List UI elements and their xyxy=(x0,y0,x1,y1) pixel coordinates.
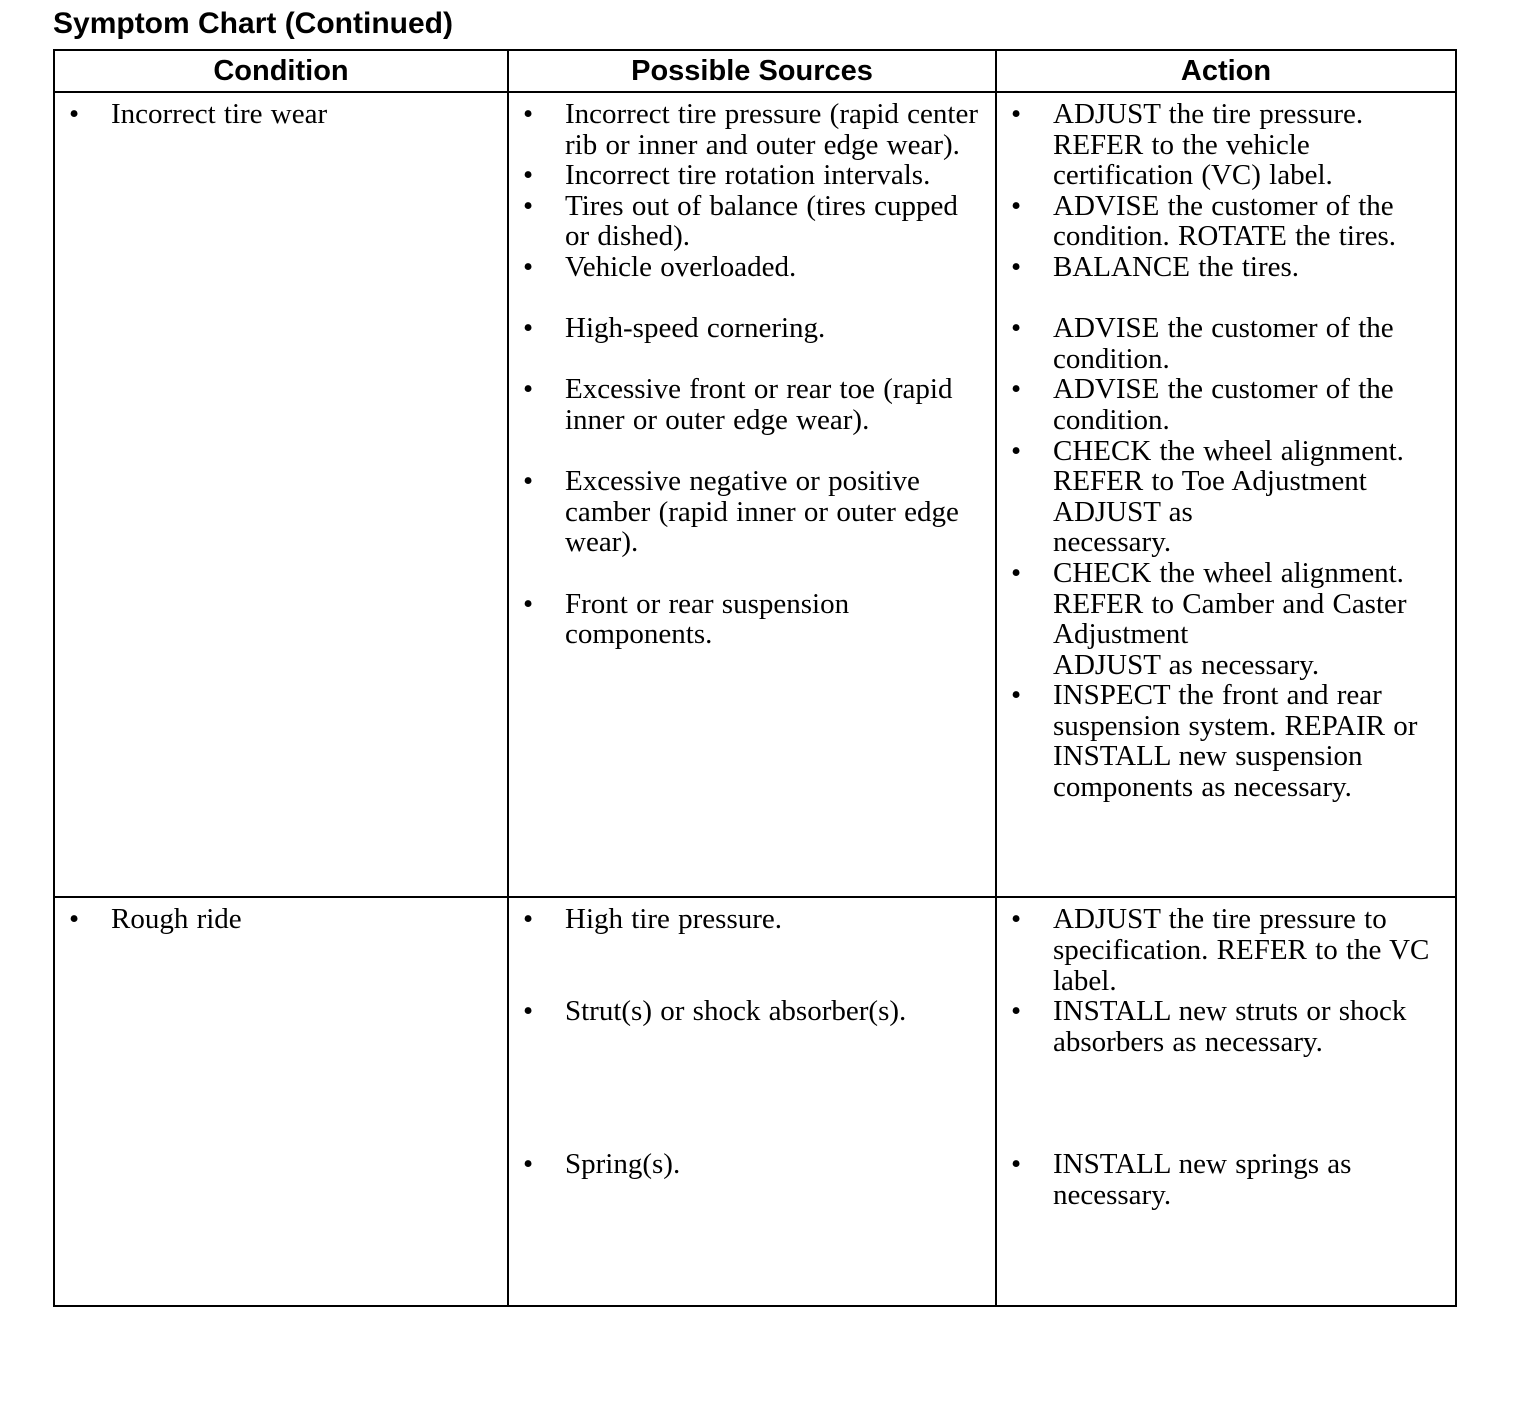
action-text: INSTALL new springs as necessary. xyxy=(1053,1148,1352,1211)
list-item xyxy=(55,99,493,130)
sources-cell xyxy=(508,92,996,897)
bullet-icon: • xyxy=(523,159,534,192)
bullet-icon: • xyxy=(523,98,534,130)
action-cell xyxy=(996,92,1456,897)
action-text: ADJUST the tire pressure to specification. REFER to the VC label. xyxy=(1053,903,1430,997)
source-text: Excessive negative or positive camber (rapid inner or outer edge wear). xyxy=(565,465,959,559)
bullet-icon: • xyxy=(523,312,534,345)
source-text: Incorrect tire pressure (rapid center rib or inner and outer edge wear). xyxy=(565,98,978,161)
action-text-continued: ADJUST as necessary. xyxy=(1053,648,1320,681)
list-item xyxy=(997,1149,1441,1210)
list-item xyxy=(509,313,981,344)
action-cell xyxy=(996,897,1456,1306)
header-possible-sources: Possible Sources xyxy=(508,50,996,92)
source-text: Incorrect tire rotation intervals. xyxy=(565,159,931,192)
bullet-icon: • xyxy=(1011,189,1022,222)
symptom-chart-table xyxy=(53,49,1457,1307)
bullet-icon: • xyxy=(523,587,534,620)
bullet-icon: • xyxy=(1011,250,1022,283)
bullet-icon: • xyxy=(523,903,534,936)
list-item xyxy=(997,191,1441,252)
action-text-continued: necessary. xyxy=(1053,526,1172,559)
condition-text: Incorrect tire wear xyxy=(111,98,328,130)
condition-text: Rough ride xyxy=(111,903,242,936)
bullet-icon: • xyxy=(523,995,534,1028)
source-text: Excessive front or rear toe (rapid inner or outer edge wear). xyxy=(565,373,953,436)
list-item xyxy=(997,374,1441,435)
source-text: High tire pressure. xyxy=(565,903,783,936)
condition-cell xyxy=(54,92,508,897)
bullet-icon: • xyxy=(1011,556,1022,589)
list-item xyxy=(509,252,981,283)
bullet-icon: • xyxy=(1011,434,1022,467)
action-text: CHECK the wheel alignment. REFER to Toe Adjustment xyxy=(1053,434,1404,498)
list-item xyxy=(509,589,981,650)
list-item xyxy=(997,904,1441,996)
source-text: Front or rear suspension components. xyxy=(565,587,850,651)
header-action: Action xyxy=(996,50,1456,92)
source-text: Vehicle overloaded. xyxy=(565,250,797,283)
source-text: Spring(s). xyxy=(565,1148,681,1181)
action-text: BALANCE the tires. xyxy=(1053,250,1300,283)
bullet-icon: • xyxy=(1011,312,1022,345)
condition-cell xyxy=(54,897,508,1306)
list-item xyxy=(997,252,1441,283)
header-condition: Condition xyxy=(54,50,508,92)
bullet-icon: • xyxy=(523,465,534,498)
sources-cell xyxy=(508,897,996,1306)
action-text-continued: ADJUST as xyxy=(1053,495,1193,528)
source-text: High-speed cornering. xyxy=(565,312,826,345)
list-item xyxy=(509,996,981,1027)
list-item xyxy=(997,558,1441,680)
list-item xyxy=(997,680,1441,802)
bullet-icon: • xyxy=(523,250,534,283)
action-text: ADVISE the customer of the condition. xyxy=(1053,312,1394,375)
bullet-icon: • xyxy=(1011,679,1022,712)
page-title: Symptom Chart (Continued) xyxy=(53,7,453,40)
table-row xyxy=(54,897,1456,1306)
list-item xyxy=(509,466,981,558)
list-item xyxy=(997,99,1441,191)
list-item xyxy=(509,99,981,160)
list-item xyxy=(509,1149,981,1180)
list-item xyxy=(509,374,981,435)
list-item xyxy=(509,191,981,252)
table-row xyxy=(54,92,1456,897)
action-text: INSTALL new struts or shock absorbers as necessary. xyxy=(1053,995,1407,1058)
header-row xyxy=(54,50,1456,92)
action-text: ADVISE the customer of the condition. ROTATE the tires. xyxy=(1053,189,1396,253)
bullet-icon: • xyxy=(1011,373,1022,406)
list-item xyxy=(509,160,981,191)
action-text: ADJUST the tire pressure. REFER to the vehicle certification (VC) label. xyxy=(1053,98,1364,192)
bullet-icon: • xyxy=(523,189,534,222)
action-text: INSPECT the front and rear suspension system. REPAIR or INSTALL new suspension components as necessary. xyxy=(1053,679,1418,804)
bullet-icon: • xyxy=(1011,903,1022,936)
action-text: ADVISE the customer of the condition. xyxy=(1053,373,1394,436)
bullet-icon: • xyxy=(523,373,534,406)
bullet-icon: • xyxy=(69,903,80,936)
list-item xyxy=(509,904,981,935)
bullet-icon: • xyxy=(1011,1148,1022,1181)
bullet-icon: • xyxy=(523,1148,534,1181)
list-item xyxy=(997,313,1441,374)
source-text: Tires out of balance (tires cupped or dished). xyxy=(565,189,958,253)
bullet-icon: • xyxy=(69,98,80,130)
list-item xyxy=(997,436,1441,558)
source-text: Strut(s) or shock absorber(s). xyxy=(565,995,907,1028)
bullet-icon: • xyxy=(1011,98,1022,130)
action-text: CHECK the wheel alignment. REFER to Camber and Caster Adjustment xyxy=(1053,556,1407,651)
bullet-icon: • xyxy=(1011,995,1022,1028)
list-item xyxy=(997,996,1441,1057)
list-item xyxy=(55,904,493,935)
